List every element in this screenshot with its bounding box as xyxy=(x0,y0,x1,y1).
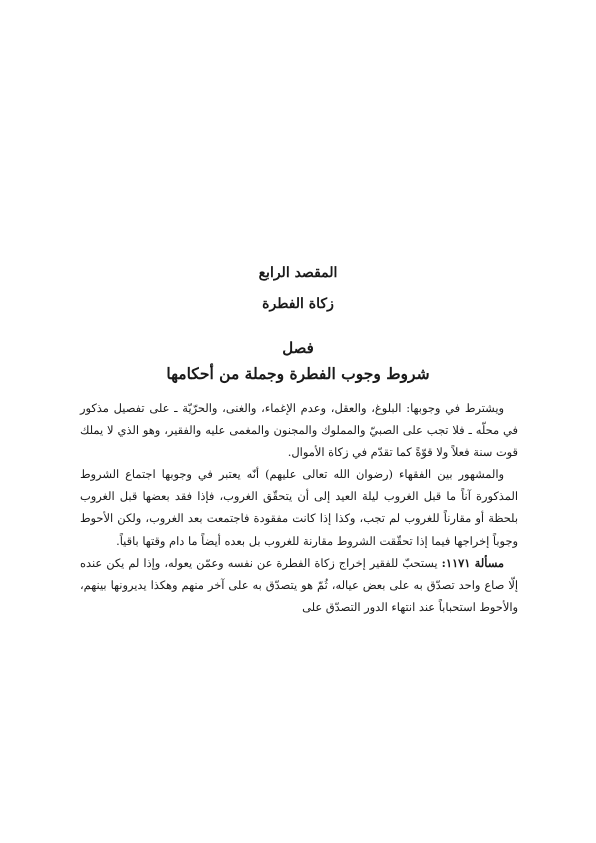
paragraph-issue-1171 xyxy=(80,552,518,618)
paragraph-timing: والمشهور بين الفقهاء (رضوان الله تعالى عليهم) أنّه يعتبر في وجوبها اجتماع الشروط المذكورة آناً ما قبل الغروب ليلة العيد إلى أن يتحقّق الغروب، فإذا فقد بعضها قبل الغروب بلحظة أو مقارناً للغروب لم تجب، وكذا إذا كانت مفقودة فاجتمعت بعد الغروب، ولكن الأحوط وجوباً إخراجها فيما إذا تحقّقت الشروط مقارنة للغروب بل بعده أيضاً ما دام وقتها باقياً. xyxy=(80,467,518,548)
paragraph-conditions: ويشترط في وجوبها: البلوغ، والعقل، وعدم الإغماء، والغنى، والحرّيّة ـ على تفصيل مذكور في محلّه ـ فلا تجب على الصبيّ والمملوك والمجنون والمغمى عليه والفقير، وهو الذي لا يملك قوت سنة فعلاً ولا قوّةً كما تقدّم في زكاة الأموال. xyxy=(80,401,518,460)
chapter-subtitle: شروط وجوب الفطرة وجملة من أحكامها xyxy=(166,364,430,383)
body-text xyxy=(80,397,518,618)
section-heading: المقصد الرابع xyxy=(258,265,338,281)
chapter-heading: فصل xyxy=(282,339,314,357)
issue-text: يستحبّ للفقير إخراج زكاة الفطرة عن نفسه وعمّن يعوله، وإذا لم يكن عنده إلّا صاع واحد تصدّق به على بعض عياله، ثُمّ هو يتصدّق به على آخر منهم وهكذا يديرونها بينهم، والأحوط استحباباً عند انتهاء الدور التصدّق على xyxy=(80,555,518,614)
title-heading: زكاة الفطرة xyxy=(262,296,334,312)
issue-label: مسألة ١١٧١: xyxy=(441,555,504,570)
